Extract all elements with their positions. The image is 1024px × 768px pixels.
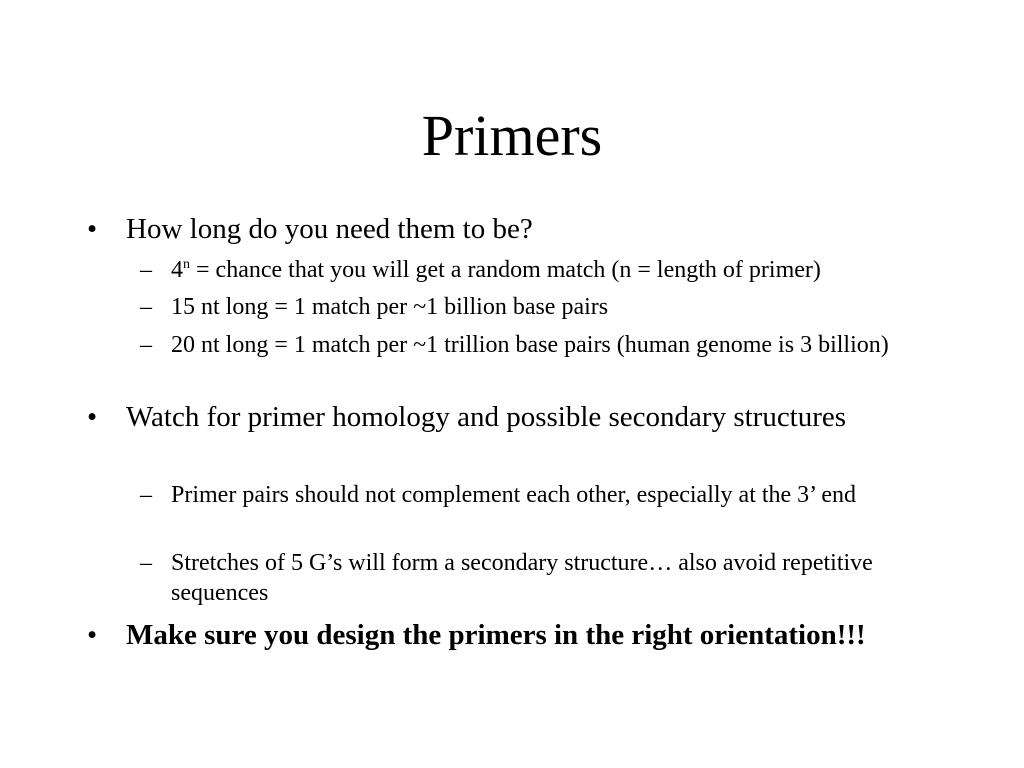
sub-bullet-item (140, 480, 961, 510)
bullet-marker: • (87, 619, 98, 651)
sub-bullet-superscript: n (183, 257, 190, 272)
sub-bullet-marker: – (140, 257, 152, 283)
bullet-item (87, 211, 886, 247)
bullet-marker: • (87, 401, 98, 433)
bullet-item (87, 617, 866, 653)
sub-bullet-text: Primer pairs should not complement each other, especially at the 3’ end (171, 482, 857, 508)
bullet-item (87, 399, 866, 435)
sub-bullet-marker: – (140, 294, 152, 320)
sub-bullet-item (140, 548, 941, 608)
sub-bullet-text: 20 nt long = 1 match per ~1 trillion base pairs (human genome is 3 billion) (171, 332, 889, 358)
sub-bullet-marker: – (140, 482, 152, 508)
sub-bullet-text: Stretches of 5 G’s will form a secondary structure… also avoid repetitive sequences (171, 550, 873, 606)
sub-bullet-marker: – (140, 550, 152, 576)
sub-bullet-base: 4 (171, 257, 183, 283)
bullet-marker: • (87, 213, 98, 245)
slide-title: Primers (421, 103, 603, 168)
sub-bullet-text: = chance that you will get a random match (n = length of primer) (190, 257, 821, 283)
bullet-text: Watch for primer homology and possible secondary structures (126, 401, 847, 433)
sub-bullet-item (140, 330, 961, 360)
bullet-text: How long do you need them to be? (126, 213, 533, 245)
sub-bullet-marker: – (140, 332, 152, 358)
sub-bullet-text: 15 nt long = 1 match per ~1 billion base pairs (171, 294, 609, 320)
bullet-text-emphasis: Make sure you design the primers in the right orientation!!! (126, 619, 866, 651)
sub-bullet-item (140, 292, 971, 322)
sub-bullet-item (140, 255, 971, 285)
